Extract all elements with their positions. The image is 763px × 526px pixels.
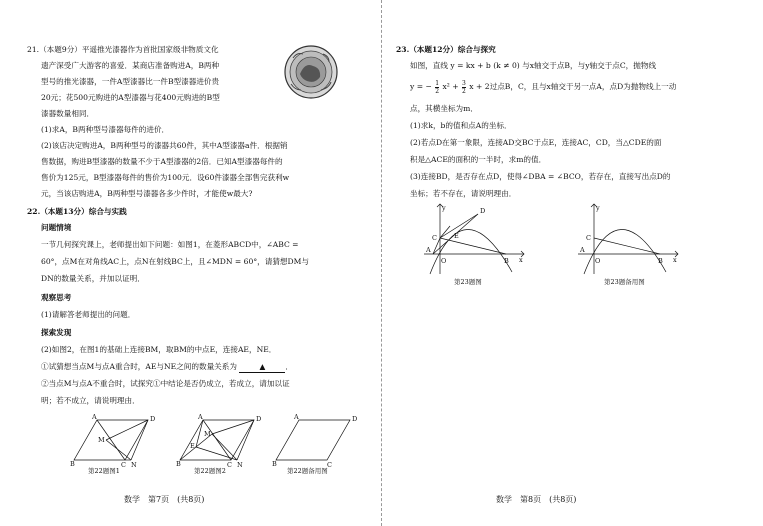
q23-equation-line <box>410 74 676 100</box>
q22-title: 22.（本题13分）综合与实践 <box>27 207 127 216</box>
svg-text:A: A <box>294 413 299 421</box>
eq-prefix: y = − <box>410 82 432 91</box>
page-7 <box>0 0 381 526</box>
q22-p1-line-2: 60°，点M在对角线AC上，点N在射线BC上，且∠MDN = 60°，请猜想DM与 <box>41 257 309 266</box>
q21-part-2-line-2: 售数据，购进B型漆器的数量不少于A型漆器的2倍．已知A型漆器每件的 <box>41 157 283 166</box>
svg-text:N: N <box>237 461 243 468</box>
q22-part-2-sub-2-line-2: 明；若不成立，请说明理由． <box>41 396 140 405</box>
svg-text:M: M <box>98 436 105 444</box>
q22-part-2-sub-1: ①试猜想当点M与点A重合时，AE与NE之间的数量关系为 ▲ ． <box>41 362 293 371</box>
q21-part-2-line-3: 售价为125元，B型漆器每件的售价为100元．设60件漆器全部售完获利w <box>41 173 290 182</box>
q22-sub-1-text: ①试猜想当点M与点A重合时，AE与NE之间的数量关系为 <box>41 362 237 371</box>
frac-2-den: 2 <box>462 87 466 95</box>
q22-heading-explore: 探索发现 <box>41 328 72 337</box>
svg-text:O: O <box>441 257 447 265</box>
svg-text:D: D <box>150 415 156 423</box>
svg-text:E: E <box>190 442 195 450</box>
q22-figure-spare <box>272 412 362 468</box>
eq-suffix: x + 2过点B，C，且与x轴交于另一点A，点D为抛物线上一动 <box>469 82 677 91</box>
q23-after-eq: 点，其横坐标为m． <box>410 104 478 113</box>
q22-figure-2 <box>176 412 266 468</box>
q21-line-5: 漆器数量相同． <box>41 109 95 118</box>
q21-part-1: (1)求A，B两种型号漆器每件的进价． <box>41 125 170 134</box>
q23-part-2-line-2: 积是△ACE的面积的一半时，求m的值． <box>410 155 547 164</box>
svg-text:C: C <box>327 461 332 468</box>
svg-text:A: A <box>198 413 203 421</box>
page-8 <box>382 0 763 526</box>
q21-part-2-line-1: (2)该店决定购进A，B两种型号的漆器共60件，其中A型漆器a件．根据销 <box>41 141 288 150</box>
svg-text:M: M <box>204 430 211 438</box>
svg-text:O: O <box>595 257 601 265</box>
q21-line-1: 21.（本题9分）平遥推光漆器作为首批国家级非物质文化 <box>27 45 219 54</box>
q23-fig-caption: 第23题图 <box>454 278 482 286</box>
svg-text:D: D <box>480 207 486 215</box>
q23-figure <box>420 200 530 278</box>
q22-fig-spare-caption: 第22题备用图 <box>287 467 328 475</box>
eq-mid: x² + <box>442 82 459 91</box>
q21-line-3: 型号的推光漆器，一件A型漆器比一件B型漆器进价贵 <box>41 77 220 86</box>
q22-part-2-sub-2-line-1: ②当点M与点A不重合时，试探究①中结论是否仍成立，若成立，请加以证 <box>41 379 290 388</box>
svg-text:B: B <box>658 257 663 265</box>
frac-2-num: 3 <box>462 79 466 87</box>
svg-text:B: B <box>504 257 509 265</box>
q23-part-3-line-1: (3)连接BD，是否存在点D，使得∠DBA = ∠BCO，若存在，直接写出点D的 <box>410 172 671 181</box>
q23-part-2-line-1: (2)若点D在第一象限，连接AD交BC于点E，连接AC，CD，当△CDE的面 <box>410 138 662 147</box>
svg-text:C: C <box>432 234 437 242</box>
svg-text:D: D <box>256 415 262 423</box>
svg-text:B: B <box>272 460 277 468</box>
lacquer-plate-image <box>283 44 339 100</box>
q23-intro: 如图，直线 y = kx + b (k ≠ 0) 与x轴交于点B，与y轴交于点C，抛物线 <box>410 61 657 70</box>
q23-part-1: (1)求k，b的值和点A的坐标． <box>410 121 512 130</box>
q22-heading-situation: 问题情境 <box>41 223 72 232</box>
q22-fig-1-caption: 第22题图1 <box>88 467 120 475</box>
svg-text:C: C <box>121 461 126 468</box>
q22-p1-line-3: DN的数量关系，并加以证明． <box>41 274 145 283</box>
q23-figure-spare <box>574 200 684 278</box>
svg-text:x: x <box>519 256 523 264</box>
q21-line-2: 遗产深受广大游客的喜爱．某商店准备购进A，B两种 <box>41 61 220 70</box>
frac-three-halves <box>462 80 466 95</box>
svg-text:D: D <box>352 415 358 423</box>
q23-title: 23.（本题12分）综合与探究 <box>396 45 496 54</box>
svg-text:A: A <box>426 246 431 254</box>
frac-1-den: 2 <box>435 87 440 95</box>
svg-text:E: E <box>454 232 459 240</box>
q23-part-3-line-2: 坐标；若不存在，请说明理由． <box>410 189 517 198</box>
answer-mark: ▲ <box>259 362 266 371</box>
q22-fig-2-caption: 第22题图2 <box>194 467 226 475</box>
q23-fig-spare-caption: 第23题备用图 <box>604 278 645 286</box>
footer-page-8: 数学 第8页 (共8页) <box>496 495 577 504</box>
svg-text:A: A <box>92 413 97 421</box>
frac-one-half <box>435 80 439 95</box>
frac-1-num: 1 <box>435 79 440 87</box>
answer-blank <box>239 361 285 373</box>
q22-part-1: (1)请解答老师提出的问题． <box>41 310 136 319</box>
footer-page-7: 数学 第7页 (共8页) <box>124 495 205 504</box>
q22-part-2: (2)如图2，在图1的基础上连接BM，取BM的中点E，连接AE，NE． <box>41 345 277 354</box>
q22-p1-line-1: 一节几何探究课上，老师提出如下问题：如图1，在菱形ABCD中，∠ABC = <box>41 240 299 249</box>
q22-figure-1 <box>70 412 160 468</box>
svg-text:x: x <box>673 256 677 264</box>
q22-heading-observe: 观察思考 <box>41 293 72 302</box>
svg-text:B: B <box>176 460 181 468</box>
svg-text:N: N <box>131 461 137 468</box>
svg-text:B: B <box>70 460 75 468</box>
svg-text:A: A <box>580 246 585 254</box>
svg-text:C: C <box>586 234 591 242</box>
q21-part-2-line-4: 元，当该店购进A，B两种型号漆器各多少件时，才能使w最大? <box>41 189 253 198</box>
svg-text:y: y <box>442 204 446 212</box>
svg-text:C: C <box>227 461 232 468</box>
q21-line-4: 20元；花500元购进的A型漆器与花400元购进的B型 <box>41 93 220 102</box>
svg-text:y: y <box>596 204 600 212</box>
